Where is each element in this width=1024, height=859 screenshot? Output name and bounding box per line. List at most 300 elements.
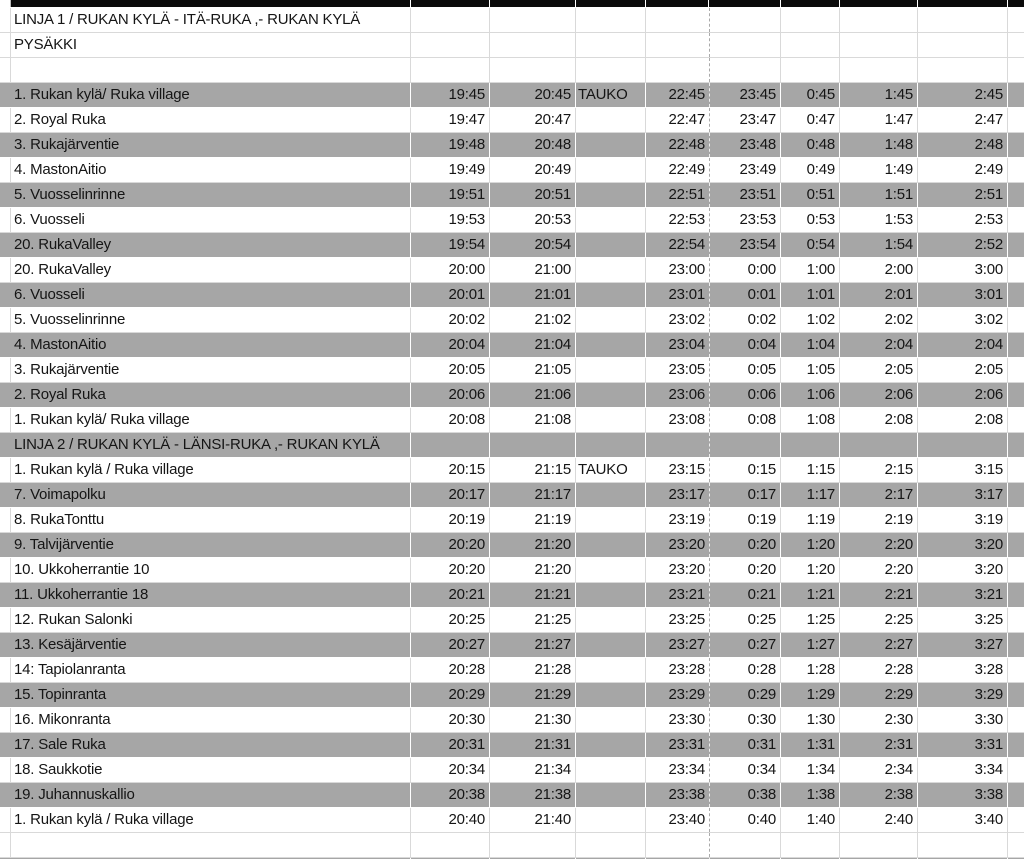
row-header-sliver[interactable] <box>0 558 11 582</box>
time-cell[interactable]: 1:08 <box>781 408 840 432</box>
time-cell[interactable]: 19:48 <box>411 133 490 157</box>
time-cell[interactable]: 1:53 <box>840 208 918 232</box>
filler-cell[interactable] <box>1008 8 1024 32</box>
stop-name-cell[interactable]: 7. Voimapolku <box>11 483 411 507</box>
filler-cell[interactable] <box>1008 483 1024 507</box>
time-cell[interactable] <box>709 833 781 857</box>
row-header-sliver[interactable] <box>0 758 11 782</box>
time-cell[interactable]: 20:40 <box>411 808 490 832</box>
time-cell[interactable]: 23:17 <box>668 486 705 503</box>
top-border-cell[interactable] <box>646 0 709 7</box>
time-cell[interactable] <box>490 58 576 82</box>
time-cell[interactable]: 3:40 <box>918 808 1008 832</box>
time-cell[interactable]: 19:49 <box>411 158 490 182</box>
time-cell[interactable] <box>840 33 918 57</box>
break-cell[interactable] <box>576 183 646 207</box>
time-cell[interactable]: 21:04 <box>490 333 576 357</box>
time-cell[interactable]: 21:25 <box>490 608 576 632</box>
break-cell[interactable] <box>576 658 646 682</box>
filler-cell[interactable] <box>1008 258 1024 282</box>
stop-name-cell[interactable]: 13. Kesäjärventie <box>11 633 411 657</box>
time-cell[interactable]: 23:54 <box>709 233 781 257</box>
break-cell[interactable] <box>576 208 646 232</box>
stop-name-cell[interactable]: 16. Mikonranta <box>11 708 411 732</box>
time-cell[interactable]: 1:38 <box>781 783 840 807</box>
time-cell[interactable]: 20:51 <box>490 183 576 207</box>
time-cell[interactable]: 1:20 <box>781 558 840 582</box>
time-cell[interactable]: 0:40 <box>709 808 781 832</box>
time-cell[interactable]: 0:17 <box>709 483 781 507</box>
filler-cell[interactable] <box>1008 658 1024 682</box>
time-cell[interactable]: 2:21 <box>840 583 918 607</box>
time-cell[interactable]: 23:05 <box>668 361 705 378</box>
time-cell[interactable]: 0:21 <box>709 583 781 607</box>
time-cell[interactable] <box>646 833 709 857</box>
time-cell[interactable]: 1:54 <box>840 233 918 257</box>
time-cell[interactable]: 0:15 <box>709 458 781 482</box>
time-cell[interactable]: 21:20 <box>490 533 576 557</box>
stop-name-cell[interactable]: 19. Juhannuskallio <box>11 783 411 807</box>
break-cell[interactable]: TAUKO <box>576 83 646 107</box>
time-cell[interactable]: 1:01 <box>781 283 840 307</box>
time-cell[interactable]: 3:28 <box>918 658 1008 682</box>
time-cell[interactable]: 2:00 <box>840 258 918 282</box>
time-cell[interactable]: 1:00 <box>781 258 840 282</box>
time-cell[interactable]: 0:01 <box>709 283 781 307</box>
time-cell[interactable]: 23:25 <box>668 611 705 628</box>
time-cell[interactable] <box>709 33 781 57</box>
time-cell[interactable]: 2:20 <box>840 533 918 557</box>
break-cell[interactable] <box>576 708 646 732</box>
time-cell[interactable]: 20:05 <box>411 358 490 382</box>
time-cell[interactable]: 20:17 <box>411 483 490 507</box>
time-cell[interactable]: 0:25 <box>709 608 781 632</box>
time-cell[interactable]: 19:51 <box>411 183 490 207</box>
time-cell[interactable]: 21:17 <box>490 483 576 507</box>
time-cell[interactable]: 21:06 <box>490 383 576 407</box>
time-cell[interactable]: 2:27 <box>840 633 918 657</box>
break-cell[interactable] <box>576 608 646 632</box>
time-cell[interactable]: 20:47 <box>490 108 576 132</box>
time-cell[interactable]: 3:20 <box>918 558 1008 582</box>
filler-cell[interactable] <box>1008 233 1024 257</box>
stop-name-cell[interactable]: 20. RukaValley <box>11 233 411 257</box>
break-cell[interactable] <box>576 683 646 707</box>
filler-cell[interactable] <box>1008 358 1024 382</box>
filler-cell[interactable] <box>1008 383 1024 407</box>
time-cell[interactable]: 1:06 <box>781 383 840 407</box>
time-cell[interactable]: 0:45 <box>781 83 840 107</box>
filler-cell[interactable] <box>1008 333 1024 357</box>
time-cell[interactable] <box>709 58 781 82</box>
time-cell[interactable]: 2:45 <box>918 83 1008 107</box>
time-cell[interactable]: 1:17 <box>781 483 840 507</box>
time-cell[interactable] <box>781 8 840 32</box>
time-cell[interactable]: 20:01 <box>411 283 490 307</box>
time-cell[interactable]: 22:45 <box>668 86 705 103</box>
row-header-sliver[interactable] <box>0 208 11 232</box>
time-cell[interactable]: 3:02 <box>918 308 1008 332</box>
time-cell[interactable]: 0:31 <box>709 733 781 757</box>
time-cell[interactable]: 23:53 <box>709 208 781 232</box>
time-cell[interactable]: 3:29 <box>918 683 1008 707</box>
filler-cell[interactable] <box>1008 633 1024 657</box>
filler-cell[interactable] <box>1008 183 1024 207</box>
time-cell[interactable]: 20:20 <box>411 558 490 582</box>
time-cell[interactable]: 21:05 <box>490 358 576 382</box>
time-cell[interactable] <box>490 833 576 857</box>
time-cell[interactable]: 1:27 <box>781 633 840 657</box>
time-cell[interactable]: 1:49 <box>840 158 918 182</box>
time-cell[interactable]: 1:04 <box>781 333 840 357</box>
time-cell[interactable] <box>490 433 576 457</box>
time-cell[interactable] <box>918 58 1008 82</box>
time-cell[interactable]: 2:05 <box>840 358 918 382</box>
time-cell[interactable]: 19:54 <box>411 233 490 257</box>
time-cell[interactable] <box>411 58 490 82</box>
row-header-sliver[interactable] <box>0 408 11 432</box>
time-cell[interactable]: 23:29 <box>668 686 705 703</box>
time-cell[interactable]: 3:00 <box>918 258 1008 282</box>
stop-name-cell[interactable]: 1. Rukan kylä/ Ruka village <box>11 408 411 432</box>
corner-cell[interactable] <box>0 0 11 7</box>
time-cell[interactable]: 21:29 <box>490 683 576 707</box>
filler-cell[interactable] <box>1008 208 1024 232</box>
filler-cell[interactable] <box>1008 308 1024 332</box>
time-cell[interactable]: 0:06 <box>709 383 781 407</box>
break-cell[interactable] <box>576 533 646 557</box>
break-cell[interactable] <box>576 408 646 432</box>
time-cell[interactable] <box>490 8 576 32</box>
row-header-sliver[interactable] <box>0 658 11 682</box>
top-border-cell[interactable] <box>576 0 646 7</box>
time-cell[interactable]: 1:45 <box>840 83 918 107</box>
stop-name-cell[interactable]: 9. Talvijärventie <box>11 533 411 557</box>
filler-cell[interactable] <box>1008 683 1024 707</box>
time-cell[interactable]: 2:38 <box>840 783 918 807</box>
row-header-sliver[interactable] <box>0 508 11 532</box>
time-cell[interactable]: 2:02 <box>840 308 918 332</box>
time-cell[interactable]: 21:40 <box>490 808 576 832</box>
time-cell[interactable]: 1:48 <box>840 133 918 157</box>
time-cell[interactable]: 20:45 <box>490 83 576 107</box>
time-cell[interactable] <box>411 833 490 857</box>
section-title-cell[interactable]: LINJA 1 / RUKAN KYLÄ - ITÄ-RUKA ,- RUKAN KYLÄ <box>11 8 411 32</box>
time-cell[interactable] <box>918 833 1008 857</box>
time-cell[interactable]: 1:02 <box>781 308 840 332</box>
time-cell[interactable]: 19:53 <box>411 208 490 232</box>
top-border-cell[interactable] <box>781 0 840 7</box>
filler-cell[interactable] <box>1008 783 1024 807</box>
time-cell[interactable]: 0:49 <box>781 158 840 182</box>
time-cell[interactable]: 0:27 <box>709 633 781 657</box>
time-cell[interactable]: 2:53 <box>918 208 1008 232</box>
time-cell[interactable] <box>646 433 709 457</box>
time-cell[interactable]: 20:15 <box>411 458 490 482</box>
time-cell[interactable]: 0:08 <box>709 408 781 432</box>
stop-name-cell[interactable]: 10. Ukkoherrantie 10 <box>11 558 411 582</box>
time-cell[interactable] <box>411 33 490 57</box>
time-cell[interactable]: 21:00 <box>490 258 576 282</box>
time-cell[interactable]: 1:29 <box>781 683 840 707</box>
time-cell[interactable]: 0:47 <box>781 108 840 132</box>
row-header-sliver[interactable] <box>0 833 11 857</box>
time-cell[interactable]: 23:01 <box>668 286 705 303</box>
filler-cell[interactable] <box>1008 458 1024 482</box>
break-cell[interactable] <box>576 508 646 532</box>
stop-name-cell[interactable]: 6. Vuosseli <box>11 283 411 307</box>
time-cell[interactable]: 20:28 <box>411 658 490 682</box>
break-cell[interactable] <box>576 783 646 807</box>
break-cell[interactable] <box>576 383 646 407</box>
break-cell[interactable] <box>576 733 646 757</box>
break-cell[interactable] <box>576 583 646 607</box>
stop-name-cell[interactable]: 12. Rukan Salonki <box>11 608 411 632</box>
top-border-cell[interactable] <box>1008 0 1024 7</box>
time-cell[interactable]: 2:20 <box>840 558 918 582</box>
time-cell[interactable]: 21:15 <box>490 458 576 482</box>
time-cell[interactable]: 22:51 <box>668 186 705 203</box>
time-cell[interactable]: 2:19 <box>840 508 918 532</box>
time-cell[interactable]: 1:15 <box>781 458 840 482</box>
time-cell[interactable]: 20:38 <box>411 783 490 807</box>
stop-name-cell[interactable]: 15. Topinranta <box>11 683 411 707</box>
stop-name-cell[interactable] <box>11 58 411 82</box>
break-cell[interactable] <box>576 633 646 657</box>
time-cell[interactable]: 3:19 <box>918 508 1008 532</box>
break-cell[interactable] <box>576 358 646 382</box>
time-cell[interactable]: 1:40 <box>781 808 840 832</box>
stop-name-cell[interactable]: 3. Rukajärventie <box>11 133 411 157</box>
time-cell[interactable] <box>840 8 918 32</box>
time-cell[interactable]: 23:20 <box>668 561 705 578</box>
break-cell[interactable] <box>576 33 646 57</box>
time-cell[interactable]: 0:53 <box>781 208 840 232</box>
time-cell[interactable]: 0:51 <box>781 183 840 207</box>
time-cell[interactable]: 23:49 <box>709 158 781 182</box>
time-cell[interactable]: 20:48 <box>490 133 576 157</box>
time-cell[interactable]: 23:48 <box>709 133 781 157</box>
filler-cell[interactable] <box>1008 133 1024 157</box>
time-cell[interactable]: 22:54 <box>668 236 705 253</box>
time-cell[interactable]: 2:48 <box>918 133 1008 157</box>
filler-cell[interactable] <box>1008 733 1024 757</box>
row-header-sliver[interactable] <box>0 608 11 632</box>
time-cell[interactable]: 21:28 <box>490 658 576 682</box>
row-header-sliver[interactable] <box>0 158 11 182</box>
stop-name-cell[interactable]: 1. Rukan kylä / Ruka village <box>11 808 411 832</box>
time-cell[interactable] <box>918 433 1008 457</box>
filler-cell[interactable] <box>1008 108 1024 132</box>
time-cell[interactable]: 23:08 <box>668 411 705 428</box>
time-cell[interactable]: 20:34 <box>411 758 490 782</box>
time-cell[interactable]: 3:34 <box>918 758 1008 782</box>
time-cell[interactable]: 2:29 <box>840 683 918 707</box>
filler-cell[interactable] <box>1008 833 1024 857</box>
time-cell[interactable]: 2:52 <box>918 233 1008 257</box>
time-cell[interactable]: 23:31 <box>668 736 705 753</box>
time-cell[interactable]: 23:38 <box>668 786 705 803</box>
time-cell[interactable]: 23:51 <box>709 183 781 207</box>
time-cell[interactable]: 20:54 <box>490 233 576 257</box>
time-cell[interactable]: 19:45 <box>411 83 490 107</box>
row-header-sliver[interactable] <box>0 183 11 207</box>
time-cell[interactable]: 20:04 <box>411 333 490 357</box>
time-cell[interactable]: 2:01 <box>840 283 918 307</box>
filler-cell[interactable] <box>1008 58 1024 82</box>
time-cell[interactable]: 20:49 <box>490 158 576 182</box>
filler-cell[interactable] <box>1008 433 1024 457</box>
time-cell[interactable] <box>781 33 840 57</box>
break-cell[interactable] <box>576 108 646 132</box>
top-border-cell[interactable] <box>411 0 490 7</box>
row-header-sliver[interactable] <box>0 708 11 732</box>
filler-cell[interactable] <box>1008 283 1024 307</box>
time-cell[interactable]: 1:19 <box>781 508 840 532</box>
time-cell[interactable]: 2:25 <box>840 608 918 632</box>
time-cell[interactable]: 0:28 <box>709 658 781 682</box>
time-cell[interactable]: 3:21 <box>918 583 1008 607</box>
time-cell[interactable]: 2:51 <box>918 183 1008 207</box>
time-cell[interactable]: 0:34 <box>709 758 781 782</box>
stop-name-cell[interactable]: 18. Saukkotie <box>11 758 411 782</box>
break-cell[interactable] <box>576 233 646 257</box>
time-cell[interactable]: 3:15 <box>918 458 1008 482</box>
time-cell[interactable]: 2:30 <box>840 708 918 732</box>
time-cell[interactable]: 2:31 <box>840 733 918 757</box>
time-cell[interactable]: 2:28 <box>840 658 918 682</box>
break-cell[interactable] <box>576 483 646 507</box>
break-cell[interactable] <box>576 283 646 307</box>
time-cell[interactable]: 19:47 <box>411 108 490 132</box>
time-cell[interactable]: 20:53 <box>490 208 576 232</box>
time-cell[interactable]: 2:04 <box>840 333 918 357</box>
stop-name-cell[interactable]: 17. Sale Ruka <box>11 733 411 757</box>
time-cell[interactable]: 1:28 <box>781 658 840 682</box>
break-cell[interactable] <box>576 758 646 782</box>
time-cell[interactable]: 20:20 <box>411 533 490 557</box>
time-cell[interactable]: 21:38 <box>490 783 576 807</box>
break-cell[interactable] <box>576 433 646 457</box>
break-cell[interactable] <box>576 333 646 357</box>
time-cell[interactable]: 20:02 <box>411 308 490 332</box>
break-cell[interactable] <box>576 258 646 282</box>
row-header-sliver[interactable] <box>0 108 11 132</box>
row-header-sliver[interactable] <box>0 58 11 82</box>
stop-name-cell[interactable]: 20. RukaValley <box>11 258 411 282</box>
filler-cell[interactable] <box>1008 758 1024 782</box>
time-cell[interactable] <box>781 433 840 457</box>
time-cell[interactable] <box>781 58 840 82</box>
break-cell[interactable] <box>576 158 646 182</box>
row-header-sliver[interactable] <box>0 583 11 607</box>
time-cell[interactable]: 23:02 <box>668 311 705 328</box>
time-cell[interactable]: 21:21 <box>490 583 576 607</box>
time-cell[interactable] <box>781 833 840 857</box>
time-cell[interactable]: 20:08 <box>411 408 490 432</box>
time-cell[interactable]: 1:30 <box>781 708 840 732</box>
filler-cell[interactable] <box>1008 508 1024 532</box>
top-border-cell[interactable] <box>709 0 781 7</box>
row-header-sliver[interactable] <box>0 233 11 257</box>
time-cell[interactable]: 3:01 <box>918 283 1008 307</box>
time-cell[interactable] <box>840 833 918 857</box>
time-cell[interactable]: 21:19 <box>490 508 576 532</box>
time-cell[interactable]: 1:05 <box>781 358 840 382</box>
time-cell[interactable]: 3:25 <box>918 608 1008 632</box>
break-cell[interactable] <box>576 133 646 157</box>
time-cell[interactable]: 23:45 <box>709 83 781 107</box>
time-cell[interactable]: 23:28 <box>668 661 705 678</box>
time-cell[interactable]: 23:19 <box>668 511 705 528</box>
time-cell[interactable]: 23:06 <box>668 386 705 403</box>
row-header-sliver[interactable] <box>0 33 11 57</box>
time-cell[interactable]: 20:21 <box>411 583 490 607</box>
time-cell[interactable]: 2:08 <box>840 408 918 432</box>
time-cell[interactable]: 3:30 <box>918 708 1008 732</box>
time-cell[interactable]: 2:17 <box>840 483 918 507</box>
row-header-sliver[interactable] <box>0 133 11 157</box>
stop-name-cell[interactable]: 4. MastonAitio <box>11 158 411 182</box>
section-title-cell[interactable]: LINJA 2 / RUKAN KYLÄ - LÄNSI-RUKA ,- RUKAN KYLÄ <box>11 433 411 457</box>
time-cell[interactable]: 21:02 <box>490 308 576 332</box>
filler-cell[interactable] <box>1008 158 1024 182</box>
time-cell[interactable]: 22:49 <box>668 161 705 178</box>
stop-name-cell[interactable]: 2. Royal Ruka <box>11 108 411 132</box>
row-header-sliver[interactable] <box>0 458 11 482</box>
top-border-cell[interactable] <box>840 0 918 7</box>
top-border-cell[interactable] <box>490 0 576 7</box>
time-cell[interactable]: 21:30 <box>490 708 576 732</box>
time-cell[interactable]: 1:20 <box>781 533 840 557</box>
section-title-cell[interactable]: PYSÄKKI <box>11 33 411 57</box>
time-cell[interactable]: 0:54 <box>781 233 840 257</box>
time-cell[interactable]: 20:29 <box>411 683 490 707</box>
time-cell[interactable]: 23:00 <box>668 261 705 278</box>
row-header-sliver[interactable] <box>0 283 11 307</box>
time-cell[interactable]: 3:20 <box>918 533 1008 557</box>
time-cell[interactable]: 20:06 <box>411 383 490 407</box>
stop-name-cell[interactable]: 1. Rukan kylä / Ruka village <box>11 458 411 482</box>
stop-name-cell[interactable]: 14: Tapiolanranta <box>11 658 411 682</box>
time-cell[interactable]: 21:20 <box>490 558 576 582</box>
filler-cell[interactable] <box>1008 558 1024 582</box>
row-header-sliver[interactable] <box>0 308 11 332</box>
break-cell[interactable] <box>576 8 646 32</box>
stop-name-cell[interactable]: 6. Vuosseli <box>11 208 411 232</box>
time-cell[interactable]: 22:53 <box>668 211 705 228</box>
time-cell[interactable]: 0:38 <box>709 783 781 807</box>
break-cell[interactable]: TAUKO <box>576 458 646 482</box>
time-cell[interactable]: 3:38 <box>918 783 1008 807</box>
time-cell[interactable]: 20:00 <box>411 258 490 282</box>
time-cell[interactable] <box>709 8 781 32</box>
time-cell[interactable]: 20:27 <box>411 633 490 657</box>
time-cell[interactable]: 0:30 <box>709 708 781 732</box>
filler-cell[interactable] <box>1008 708 1024 732</box>
stop-name-cell[interactable]: 5. Vuosselinrinne <box>11 308 411 332</box>
filler-cell[interactable] <box>1008 533 1024 557</box>
time-cell[interactable]: 20:25 <box>411 608 490 632</box>
break-cell[interactable] <box>576 808 646 832</box>
time-cell[interactable] <box>646 8 709 32</box>
time-cell[interactable]: 21:31 <box>490 733 576 757</box>
row-header-sliver[interactable] <box>0 8 11 32</box>
time-cell[interactable]: 1:51 <box>840 183 918 207</box>
time-cell[interactable]: 0:04 <box>709 333 781 357</box>
time-cell[interactable]: 22:48 <box>668 136 705 153</box>
stop-name-cell[interactable]: 11. Ukkoherrantie 18 <box>11 583 411 607</box>
